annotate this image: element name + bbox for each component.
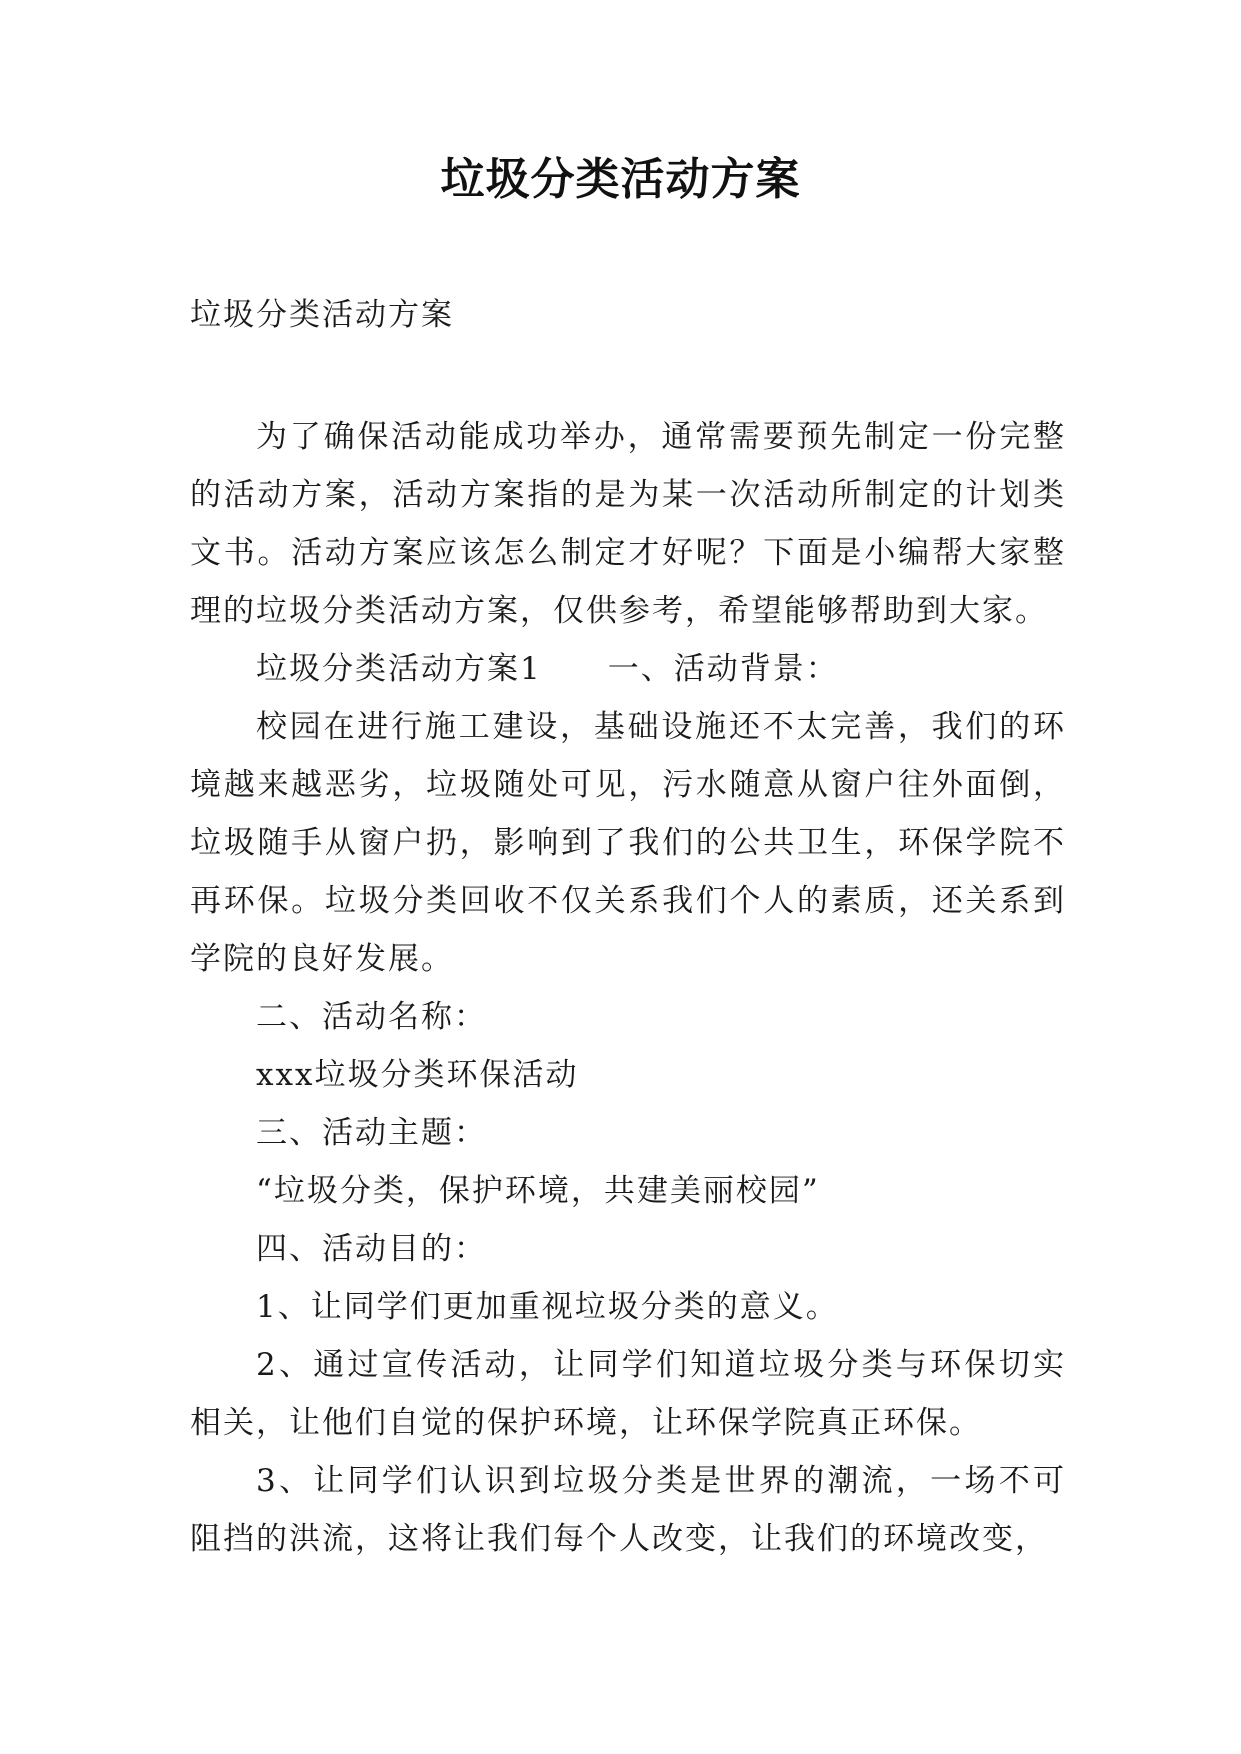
paragraph-theme: “垃圾分类，保护环境，共建美丽校园”: [256, 1173, 820, 1209]
paragraph-theme-heading: 三、活动主题：: [256, 1115, 487, 1151]
paragraph-background: 校园在进行施工建设，基础设施还不太完善，我们的环境越来越恶劣，垃圾随处可见，污水随意从窗户往外面倒，垃圾随手从窗户扔，影响到了我们的公共卫生，环保学院不再环保。垃圾分类回收不仅关系我们个人的素质，还关系到学院的良好发展。: [190, 709, 1066, 977]
paragraph-name-heading: 二、活动名称：: [256, 999, 487, 1035]
paragraph-purpose-heading: 四、活动目的：: [256, 1231, 487, 1267]
paragraph-purpose-3: 3、让同学们认识到垃圾分类是世界的潮流，一场不可阻挡的洪流，这将让我们每个人改变，让我们的环境改变，: [190, 1463, 1066, 1557]
document-title: 垃圾分类活动方案: [440, 154, 801, 205]
paragraph-purpose-1: 1、让同学们更加重视垃圾分类的意义。: [256, 1289, 839, 1325]
paragraph-plan-1-background-heading: 垃圾分类活动方案1 一、活动背景：: [256, 651, 839, 687]
paragraph-purpose-2: 2、通过宣传活动，让同学们知道垃圾分类与环保切实相关，让他们自觉的保护环境，让环保学院真正环保。: [190, 1347, 1066, 1441]
document-body: [190, 408, 1066, 1568]
paragraph-activity-name: xxx垃圾分类环保活动: [256, 1057, 579, 1093]
paragraph-intro: 为了确保活动能成功举办，通常需要预先制定一份完整的活动方案，活动方案指的是为某一次活动所制定的计划类文书。活动方案应该怎么制定才好呢？下面是小编帮大家整理的垃圾分类活动方案，仅供参考，希望能够帮助到大家。: [190, 419, 1066, 629]
document-subtitle: 垃圾分类活动方案: [190, 297, 454, 333]
